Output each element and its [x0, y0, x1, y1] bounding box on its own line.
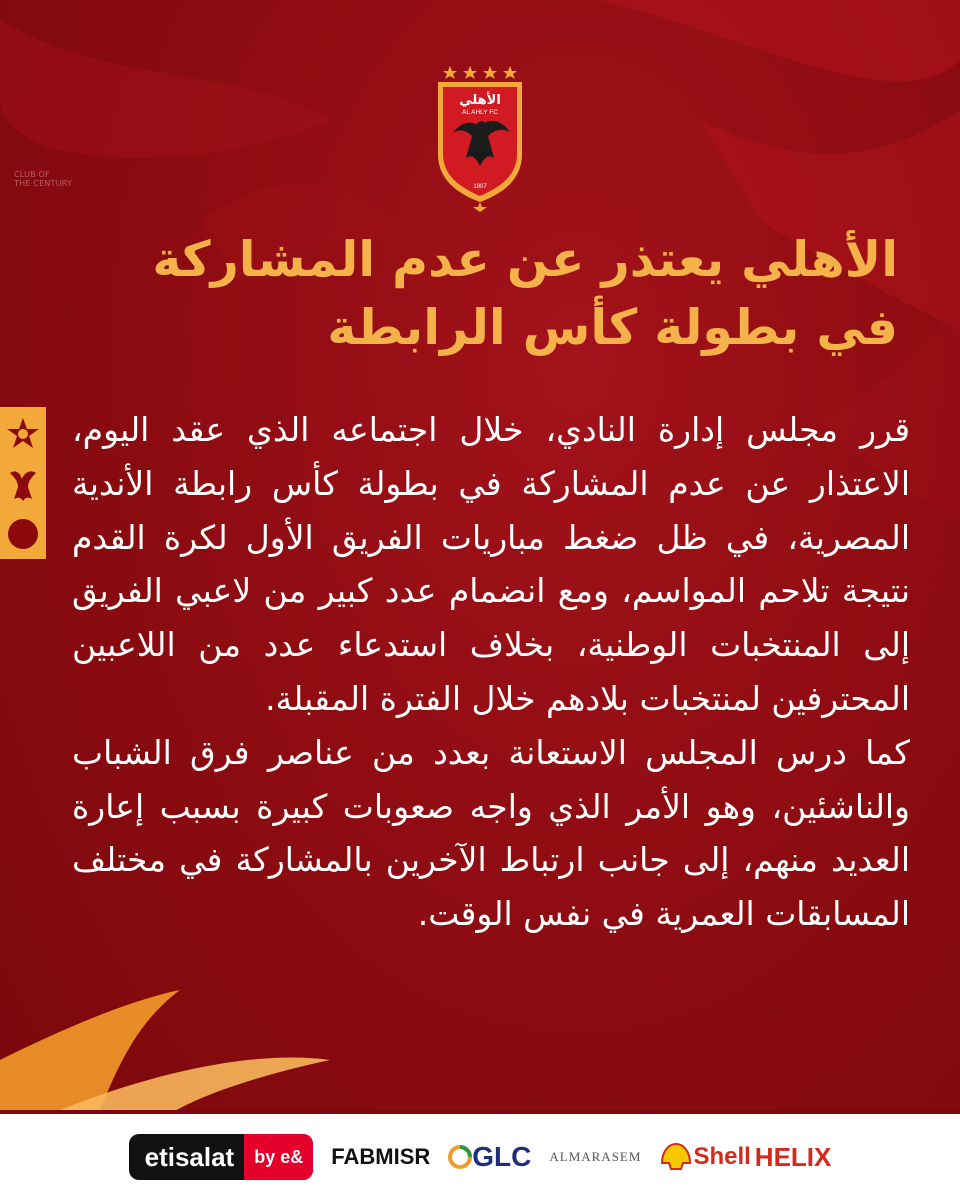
article-body [72, 403, 910, 941]
shell-helix-logo: Shell HELIX [659, 1141, 831, 1173]
almarasem-logo: ALMARASEM [549, 1149, 642, 1164]
glc-logo-icon [448, 1145, 472, 1169]
eagle-icon [0, 461, 46, 507]
headline [78, 226, 898, 362]
article-paragraph-2: كما درس المجلس الاستعانة بعدد من عناصر فرق الشباب والناشئين، وهو الأمر الذي واجه صعوبات كبيرة بسبب إعارة العديد منهم، إلى جانب ارتباط الآخرين بالمشاركة في مختلف المسابقات العمرية في نفس الوقت. [72, 732, 910, 934]
glc-logo: GLC [448, 1141, 531, 1173]
headline-line-1: الأهلي يعتذر عن عدم المشاركة [152, 231, 898, 288]
headline-line-2: في بطولة كأس الرابطة [327, 299, 898, 356]
accent-strip [0, 407, 46, 559]
sponsor-bar [0, 1114, 960, 1200]
svg-text:1907: 1907 [473, 184, 487, 190]
svg-text:AL AHLY FC: AL AHLY FC [461, 109, 499, 116]
club-of-the-century-tag: CLUB OF THE CENTURY [14, 170, 73, 188]
circle-icon [0, 511, 46, 557]
al-ahly-crest [432, 62, 528, 212]
star-icon [0, 411, 46, 457]
shell-logo-icon [659, 1141, 693, 1173]
svg-text:الأهلي: الأهلي [459, 93, 501, 108]
fabmisr-logo: FABMISR [331, 1144, 431, 1169]
etisalat-logo: etisalat by e& [129, 1134, 314, 1180]
article-paragraph-1: قرر مجلس إدارة النادي، خلال اجتماعه الذي عقد اليوم، الاعتذار عن عدم المشاركة في بطولة كأس رابطة الأندية المصرية، في ظل ضغط مباريات الفريق الأول لكرة القدم نتيجة تلاحم المواسم، ومع انضمام عدد كبير من لاعبي الفريق إلى المنتخبات الوطنية، بخلاف استدعاء عدد من اللاعبين المحترفين لمنتخبات بلادهم خلال الفترة المقبلة. [72, 410, 910, 718]
